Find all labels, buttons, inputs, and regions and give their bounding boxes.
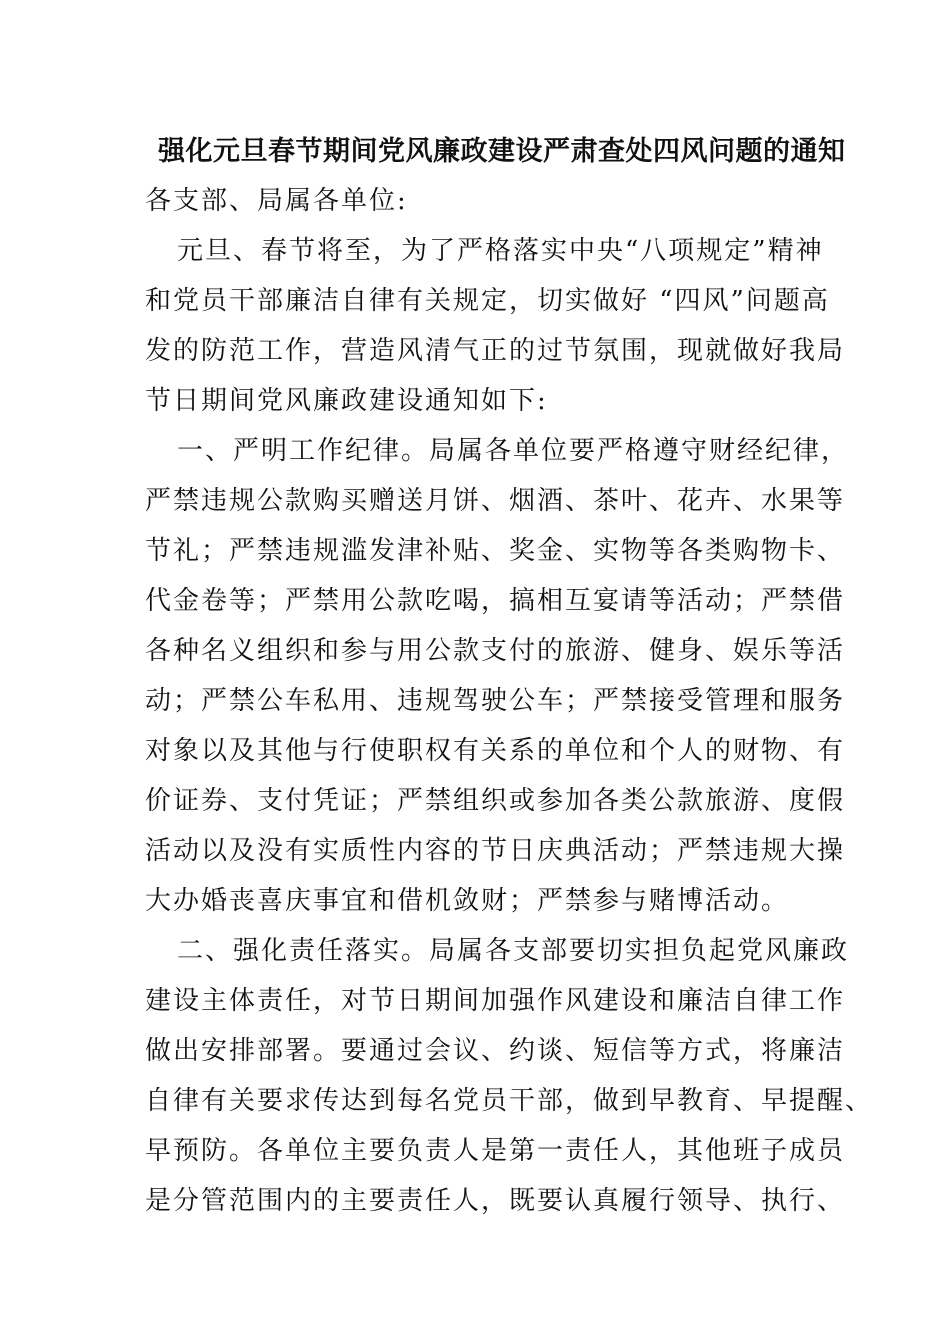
paragraph-line: 建设主体责任，对节日期间加强作风建设和廉洁自律工作 <box>145 986 846 1016</box>
paragraph-line: 发的防范工作，营造风清气正的过节氛围，现就做好我局 <box>145 336 846 366</box>
paragraph-line: 一、严明工作纪律。局属各单位要严格遵守财经纪律， <box>177 436 850 466</box>
paragraph-line: 对象以及其他与行使职权有关系的单位和个人的财物、有 <box>145 736 846 766</box>
paragraph-line: 大办婚丧喜庆事宜和借机敛财；严禁参与赌博活动。 <box>145 886 790 916</box>
paragraph-line: 元旦、春节将至，为了严格落实中央“八项规定”精神 <box>177 236 824 266</box>
paragraph-line: 自律有关要求传达到每名党员干部，做到早教育、早提醒、 <box>145 1086 874 1116</box>
paragraph-line: 严禁违规公款购买赠送月饼、烟酒、茶叶、花卉、水果等 <box>145 486 846 516</box>
salutation: 各支部、局属各单位: <box>145 186 408 216</box>
paragraph-line: 早预防。各单位主要负责人是第一责任人，其他班子成员 <box>145 1136 846 1166</box>
paragraph-line: 节日期间党风廉政建设通知如下: <box>145 386 548 416</box>
paragraph-line: 做出安排部署。要通过会议、约谈、短信等方式，将廉洁 <box>145 1036 846 1066</box>
paragraph-line: 是分管范围内的主要责任人，既要认真履行领导、执行、 <box>145 1186 846 1216</box>
paragraph-line: 二、强化责任落实。局属各支部要切实担负起党风廉政 <box>177 936 850 966</box>
paragraph-line: 节礼；严禁违规滥发津补贴、奖金、实物等各类购物卡、 <box>145 536 846 566</box>
paragraph-line: 和党员干部廉洁自律有关规定，切实做好 “四风”问题高 <box>145 286 830 316</box>
document-title: 强化元旦春节期间党风廉政建设严肃查处四风问题的通知 <box>158 136 846 167</box>
paragraph-line: 动；严禁公车私用、违规驾驶公车；严禁接受管理和服务 <box>145 686 846 716</box>
paragraph-line: 各种名义组织和参与用公款支付的旅游、健身、娱乐等活 <box>145 636 846 666</box>
paragraph-line: 价证券、支付凭证；严禁组织或参加各类公款旅游、度假 <box>145 786 846 816</box>
document-body <box>145 176 874 1226</box>
paragraph-line: 活动以及没有实质性内容的节日庆典活动；严禁违规大操 <box>145 836 846 866</box>
paragraph-line: 代金卷等；严禁用公款吃喝，搞相互宴请等活动；严禁借 <box>145 586 846 616</box>
